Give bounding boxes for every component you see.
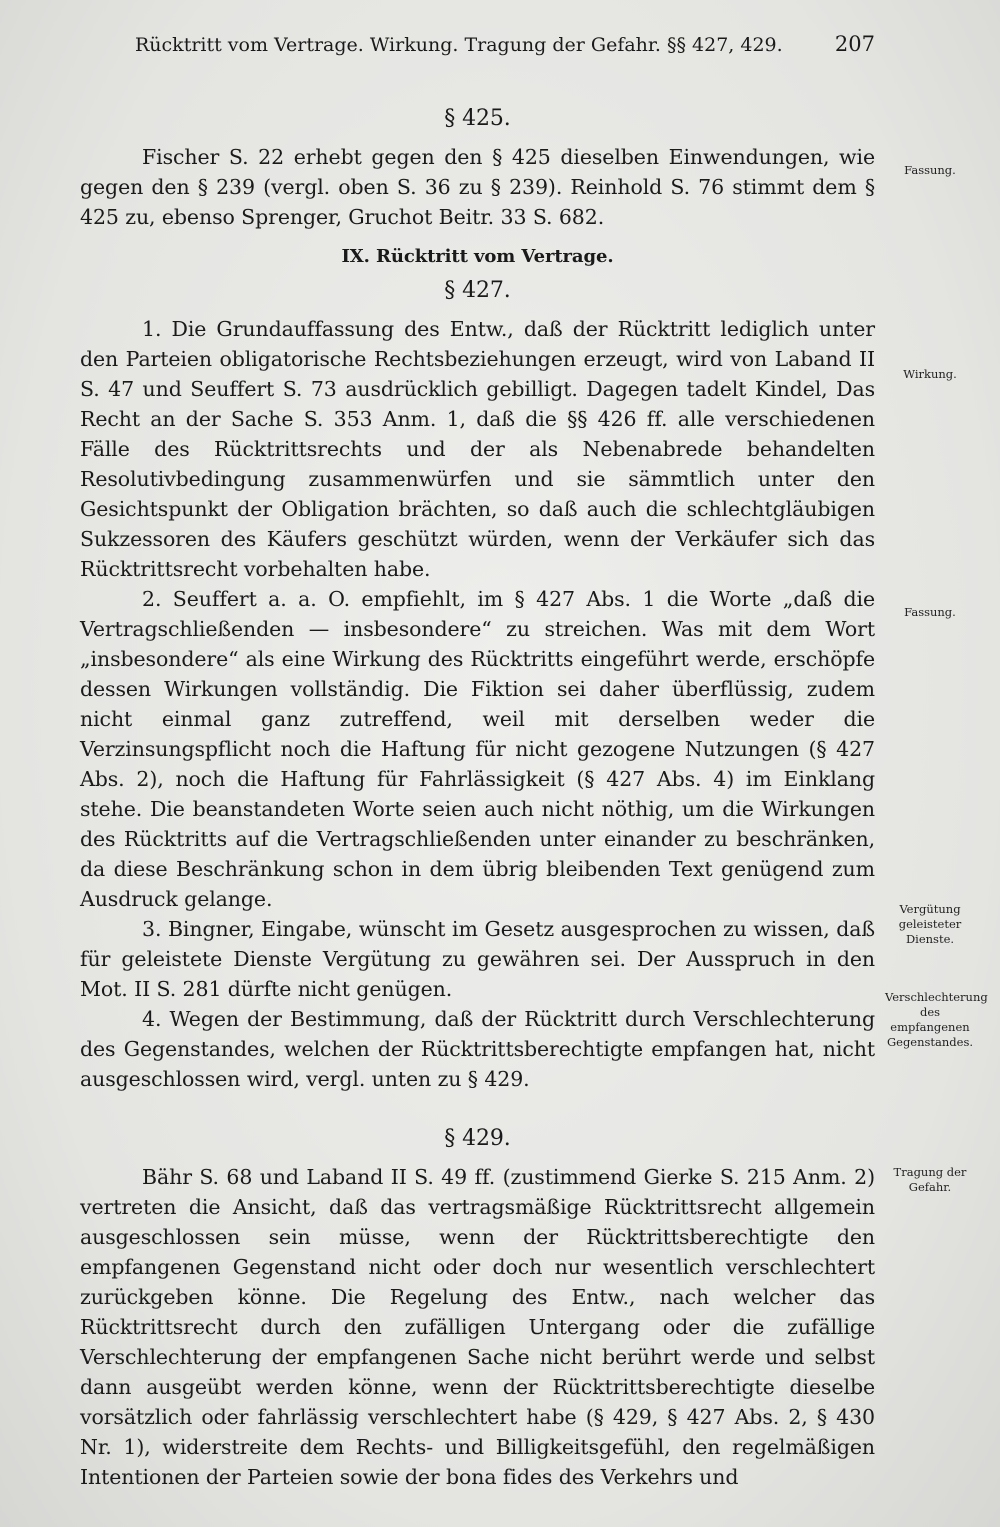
margin-note: Fassung. [904, 605, 956, 619]
page-body [80, 100, 875, 1492]
paragraph: 1. Die Grundauffassung des Entw., daß der Rücktritt lediglich unter den Parteien obligatorische Rechtsbeziehungen erzeugt, wird von Laband II S. 47 und Seuffert S. 73 ausdrücklich gebilligt. Dagegen tadelt Kindel, Das Recht an der Sache S. 353 Anm. 1, daß die §§ 426 ff. alle verschiedenen Fälle des Rücktrittsrechts und der als Nebenabrede behandelten Resolutivbedingung zusammenwürfen und sie sämmtlich unter den Gesichtspunkt der Obligation brächten, so daß auch die schlechtgläubigen Sukzessoren des Käufers geschützt würden, wenn der Verkäufer sich das Rücktrittsrecht vorbehalten habe. [80, 317, 875, 581]
running-head [135, 32, 875, 56]
paragraph: 3. Bingner, Eingabe, wünscht im Gesetz ausgesprochen zu wissen, daß für geleistete Dienste Vergütung zu gewähren sei. Der Ausspruch in den Mot. II S. 281 dürfte nicht genügen. [80, 917, 875, 1001]
margin-note: Vergütung geleisteter Dienste. [898, 902, 962, 946]
section-heading-427: § 427. [444, 278, 511, 303]
paragraph: 4. Wegen der Bestimmung, daß der Rücktritt durch Verschlechterung des Gegenstandes, welchen der Rücktrittsberechtigte empfangen hat, nicht ausgeschlossen wird, vergl. unten zu § 429. [80, 1007, 875, 1091]
paragraph: Bähr S. 68 und Laband II S. 49 ff. (zustimmend Gierke S. 215 Anm. 2) vertreten die Ansicht, daß das vertragsmäßige Rücktrittsrecht allgemein ausgeschlossen sein müsse, wenn der Rücktrittsberechtigte den empfangenen Gegenstand nicht oder doch nur wesentlich verschlechtert zurückgeben könne. Die Regelung des Entw., nach welcher das Rücktrittsrecht durch den zufälligen Untergang oder die zufällige Verschlechterung der empfangenen Sache nicht berührt werde und selbst dann ausgeübt werden könne, wenn der Rücktrittsberechtigte dieselbe vorsätzlich oder fahrlässig verschlechtert habe (§ 429, § 427 Abs. 2, § 430 Nr. 1), widerstreite dem Rechts- und Billigkeitsgefühl, den regelmäßigen Intentionen der Parteien sowie der bona fides des Verkehrs und [80, 1165, 875, 1489]
paragraph: Fischer S. 22 erhebt gegen den § 425 dieselben Einwendungen, wie gegen den § 239 (vergl. oben S. 36 zu § 239). Reinhold S. 76 stimmt dem § 425 zu, ebenso Sprenger, Gruchot Beitr. 33 S. 682. [80, 145, 875, 229]
chapter-heading: IX. Rücktritt vom Vertrage. [341, 246, 614, 267]
paragraph: 2. Seuffert a. a. O. empfiehlt, im § 427 Abs. 1 die Worte „daß die Vertragschließenden — insbesondere“ zu streichen. Was mit dem Wort „insbesondere“ als eine Wirkung des Rücktritts eingeführt werde, erschöpfe dessen Wirkungen vollständig. Die Fiktion sei daher überflüssig, zudem nicht einmal ganz zutreffend, weil mit derselben weder die Verzinsungspflicht noch die Haftung für nicht gezogene Nutzungen (§ 427 Abs. 2), noch die Haftung für Fahrlässigkeit (§ 427 Abs. 4) im Einklang stehe. Die beanstandeten Worte seien auch nicht nöthig, um die Wirkungen des Rücktritts auf die Vertragschließenden unter einander zu beschränken, da diese Beschränkung schon in dem übrig bleibenden Text genügend zum Ausdruck gelange. [80, 587, 875, 911]
page-number: 207 [834, 32, 875, 56]
margin-note: Wirkung. [903, 367, 957, 381]
running-title: Rücktritt vom Vertrage. Wirkung. Tragung der Gefahr. §§ 427, 429. [135, 34, 783, 56]
margin-note: Tragung der Gefahr. [893, 1165, 967, 1194]
section-heading-429: § 429. [444, 1126, 511, 1151]
margin-note: Fassung. [904, 163, 956, 177]
margin-note: Verschlechterung des empfangenen Gegenstandes. [885, 990, 988, 1049]
section-heading-425: § 425. [444, 106, 511, 131]
